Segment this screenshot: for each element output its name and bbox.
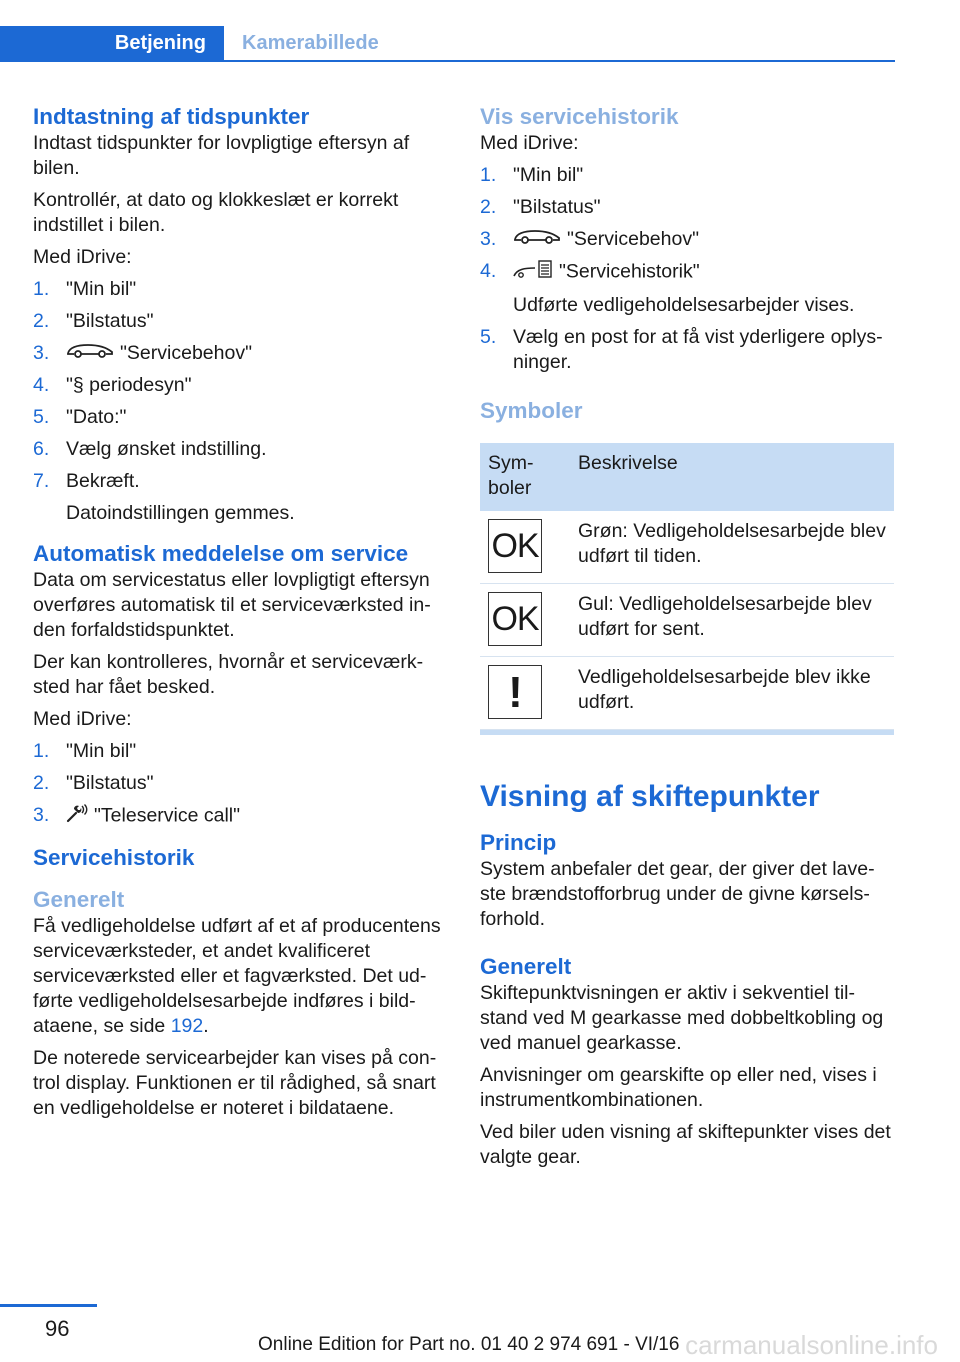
paragraph bbox=[33, 914, 447, 1039]
table-header-description: Beskrivelse bbox=[570, 443, 894, 511]
step-text: "Bilstatus" bbox=[66, 310, 154, 332]
wrench-signal-icon bbox=[66, 803, 88, 830]
paragraph: Med iDrive: bbox=[33, 708, 132, 731]
paragraph: Data om servicestatus eller lovpligtigt eftersyn overføres automatisk til et serviceværksted inden forfaldstidspunktet. bbox=[33, 569, 431, 642]
page-number: 96 bbox=[45, 1316, 70, 1341]
chapter-title-skiftepunkter: Visning af skiftepunkter bbox=[480, 780, 820, 814]
paragraph: Anvisninger om gearskifte op eller ned, vises i instrumentkombinationen. bbox=[480, 1064, 877, 1112]
list-item bbox=[33, 437, 447, 462]
list-item bbox=[33, 469, 447, 526]
section-title-automatisk: Automatisk meddelelse om service bbox=[33, 541, 409, 567]
watermark: carmanualsonline.info bbox=[685, 1330, 938, 1360]
subsection-title-generelt: Generelt bbox=[480, 954, 572, 980]
step-number: 1. bbox=[33, 740, 50, 763]
tab-kamerabillede[interactable]: Kamerabillede bbox=[242, 32, 379, 54]
step-number: 2. bbox=[33, 310, 50, 332]
section-title-servicehistorik: Servicehistorik bbox=[33, 845, 195, 871]
list-item bbox=[33, 771, 447, 796]
table-row bbox=[480, 584, 894, 657]
table-header-symbols: Symboler bbox=[480, 443, 570, 511]
step-number: 3. bbox=[33, 804, 50, 827]
ok-yellow-icon: OK bbox=[488, 592, 542, 646]
paragraph-text: Få vedligeholdelse udført af et af producentens serviceværksteder, et andet kvalificeret serviceværksted eller et fagværksted. Det udførte vedligeholdelsesarbejde indføres i bildataene, se side bbox=[33, 915, 441, 1038]
section-title-symboler: Symboler bbox=[480, 398, 583, 424]
tab-betjening[interactable]: Betjening bbox=[0, 26, 224, 60]
step-text: "Servicebehov" bbox=[567, 228, 699, 250]
steps-list bbox=[33, 277, 447, 526]
step-number: 2. bbox=[33, 772, 50, 795]
step-number: 4. bbox=[33, 374, 50, 397]
step-text: "Dato:" bbox=[66, 406, 127, 429]
description-cell: Grøn: Vedligeholdelsesarbejde blev udført til tiden. bbox=[570, 511, 894, 584]
car-icon bbox=[513, 227, 561, 252]
step-text: Vælg en post for at få vist yderligere oplysninger. bbox=[513, 326, 883, 374]
paragraph: Indtast tidspunkter for lovpligtige eftersyn af bilen. bbox=[33, 132, 410, 179]
step-text: "Bilstatus" bbox=[513, 196, 601, 218]
step-text: "Teleservice call" bbox=[94, 805, 241, 827]
step-text: "Min bil" bbox=[513, 164, 584, 186]
symbols-table bbox=[480, 443, 894, 730]
list-item bbox=[480, 163, 894, 188]
step-number: 1. bbox=[480, 164, 497, 186]
list-item bbox=[480, 227, 894, 252]
footer-edition: Online Edition for Part no. 01 40 2 974 691 - VI/16 bbox=[258, 1334, 680, 1355]
step-text: "Min bil" bbox=[66, 278, 137, 300]
step-text: Bekræft. bbox=[66, 470, 140, 493]
list-item bbox=[480, 259, 894, 318]
list-item bbox=[33, 309, 447, 334]
description-cell: Vedligeholdelsesarbejde blev ikke udført. bbox=[570, 657, 894, 730]
paragraph: Kontrollér, at dato og klokkeslæt er korrekt indstillet i bilen. bbox=[33, 189, 399, 236]
paragraph-text: . bbox=[203, 1015, 209, 1038]
right-column bbox=[480, 103, 894, 1177]
list-item bbox=[480, 195, 894, 220]
list-item bbox=[33, 405, 447, 430]
subsection-title-princip: Princip bbox=[480, 830, 557, 856]
symbol-cell bbox=[480, 584, 570, 657]
step-number: 4. bbox=[480, 260, 497, 283]
step-number: 3. bbox=[480, 228, 497, 250]
paragraph: System anbefaler det gear, der giver det laveste brændstofforbrug under de givne kørselsforhold. bbox=[480, 858, 875, 931]
table-header-row bbox=[480, 443, 894, 511]
steps-list bbox=[480, 163, 894, 375]
page-link[interactable]: 192 bbox=[170, 1015, 204, 1038]
step-number: 3. bbox=[33, 342, 50, 364]
step-number: 5. bbox=[480, 326, 497, 349]
table-row bbox=[480, 511, 894, 584]
step-number: 7. bbox=[33, 470, 50, 493]
section-title-indtastning: Indtastning af tidspunkter bbox=[33, 104, 310, 129]
symbol-cell bbox=[480, 511, 570, 584]
step-subtext: Udførte vedligeholdelsesarbejder vises. bbox=[513, 294, 855, 317]
footer-rule bbox=[0, 1304, 97, 1307]
list-item bbox=[33, 803, 447, 830]
step-text: "Servicehistorik" bbox=[559, 261, 700, 283]
list-item bbox=[33, 739, 447, 764]
step-text: "§ periodesyn" bbox=[66, 374, 192, 397]
list-item bbox=[480, 325, 894, 375]
paragraph: Der kan kontrolleres, hvornår et serviceværksted har fået besked. bbox=[33, 651, 424, 699]
paragraph: Ved biler uden visning af skiftepunkter vises det valgte gear. bbox=[480, 1121, 891, 1169]
left-column bbox=[33, 103, 447, 1128]
paragraph: De noterede servicearbejder kan vises på control display. Funktionen er til rådighed, så snart en vedligeholdelse er noteret i bildataene. bbox=[33, 1047, 437, 1120]
service-history-icon bbox=[513, 259, 553, 286]
car-icon bbox=[66, 341, 114, 366]
paragraph: Med iDrive: bbox=[480, 132, 579, 154]
header-tabs bbox=[0, 26, 895, 62]
exclamation-icon: ! bbox=[488, 665, 542, 719]
step-text: "Servicebehov" bbox=[120, 342, 252, 364]
table-row bbox=[480, 657, 894, 730]
step-text: Vælg ønsket indstilling. bbox=[66, 438, 267, 461]
paragraph: Med iDrive: bbox=[33, 246, 132, 268]
step-number: 6. bbox=[33, 438, 50, 461]
list-item bbox=[33, 373, 447, 398]
step-subtext: Datoindstillingen gemmes. bbox=[66, 502, 295, 525]
steps-list bbox=[33, 739, 447, 830]
paragraph: Skiftepunktvisningen er aktiv i sekventiel tilstand ved M gearkasse med dobbeltkobling og ved manuel gearkasse. bbox=[480, 982, 884, 1055]
step-text: "Bilstatus" bbox=[66, 772, 154, 795]
description-cell: Gul: Vedligeholdelsesarbejde blev udført for sent. bbox=[570, 584, 894, 657]
ok-green-icon: OK bbox=[488, 519, 542, 573]
list-item bbox=[33, 341, 447, 366]
subsection-title-generelt: Generelt bbox=[33, 887, 125, 913]
step-number: 1. bbox=[33, 278, 50, 300]
list-item bbox=[33, 277, 447, 302]
step-text: "Min bil" bbox=[66, 740, 137, 763]
step-number: 2. bbox=[480, 196, 497, 218]
step-number: 5. bbox=[33, 406, 50, 429]
symbol-cell bbox=[480, 657, 570, 730]
section-title-vis-servicehistorik: Vis servicehistorik bbox=[480, 104, 679, 129]
